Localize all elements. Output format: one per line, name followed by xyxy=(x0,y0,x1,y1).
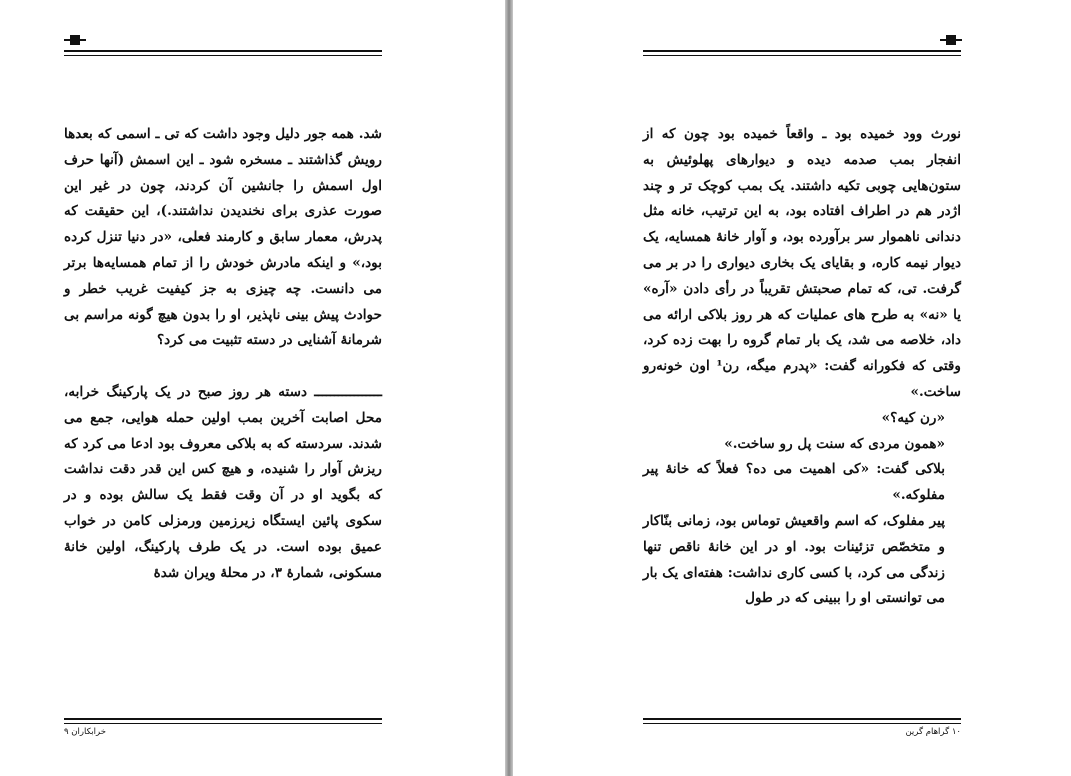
left-text-block xyxy=(64,122,382,586)
paragraph: نورث وود خمیده بود ـ واقعاً خمیده بود چون که از انفجار بمب صدمه دیده و دیوارهای پهلوئیش به ستون‌هایی چوبی تکیه داشتند. یک بمب کوچک تر و چند اژدر هم در اطراف افتاده بود، به این ترتیب، خانه مثل دندانی ناهموار سر برآورده بود، و آوار خانهٔ همسایه، یک دیوار نیمه کاره، و بقایای یک بخاری دیواری را در بر می گرفت. تی، که تمام صحبتش تقریباً در رأی دادن «آره» یا «نه» به طرح های عملیات که هر روز بلاکی ارائه می داد، خلاصه می شد، یک بار تمام گروه را بهت زده کرد، وقتی که فکورانه گفت: «پدرم میگه، رن¹ اون خونه‌رو ساخت.» xyxy=(643,126,961,400)
footer-rule xyxy=(64,723,382,724)
left-page xyxy=(0,0,505,776)
paragraph: «رن کیه؟» xyxy=(881,409,945,426)
page-footer: خرابکاران ۹ xyxy=(64,727,106,737)
right-text-block xyxy=(643,122,961,612)
header-rule xyxy=(64,50,382,52)
footer-rule xyxy=(643,723,961,724)
paragraph: بلاکی گفت: «کی اهمیت می ده؟ فعلاً که خانهٔ پیر مفلوکه.» xyxy=(643,461,945,504)
paragraph: «همون مردی که سنت پل رو ساخت.» xyxy=(724,435,945,452)
paragraph: شد. همه جور دلیل وجود داشت که تی ـ اسمی که بعدها رویش گذاشتند ـ مسخره شود ـ این اسمش (آنها حرف اول اسمش را جانشین آن کردند، چون در غیر این صورت عذری برای نخندیدن نداشتند.)، این حقیقت که پدرش، معمار سابق و کارمند فعلی، «در دنیا تنزل کرده بود،» و اینکه مادرش خودش را از تمام همسایه‌ها برتر می دانست. چه چیزی به جز کیفیت غریب خطر و حوادث پیش بینی ناپذیر، او را بدون هیچ گونه مراسم بی شرمانهٔ آشنایی در دسته تثبیت می کرد؟ xyxy=(64,126,382,349)
footer-rule xyxy=(643,718,961,720)
ornament-icon xyxy=(64,33,86,47)
header-rule xyxy=(64,55,382,56)
page-footer: ۱۰ گراهام گرین xyxy=(905,727,961,737)
header-rule xyxy=(643,55,961,56)
right-page xyxy=(513,0,1071,776)
book-gutter xyxy=(505,0,513,776)
paragraph: پیر مفلوک، که اسم واقعیش توماس بود، زمانی بنّاکار و متخصّص تزئینات بود. او در این خانهٔ ناقص تنها زندگی می کرد، با کسی کاری نداشت: هفته‌ای یک بار می توانستی او را ببینی که در طول xyxy=(643,512,945,607)
footer-rule xyxy=(64,718,382,720)
ornament-icon xyxy=(940,33,962,47)
paragraph: ـــــــــــــــــ دسته هر روز صبح در یک پارکینگ خرابه، محل اصابت آخرین بمب اولین حمله هوایی، جمع می شدند. سردسته که به بلاکی معروف بود ادعا می کرد که ریزش آوار را شنیده، و هیچ کس این قدر دقت نداشت که بگوید او در آن وقت فقط یک سالش بوده و در سکوی پائین ایستگاه زیرزمین ورمزلی کامن در خواب عمیق بوده است. در یک طرف پارکینگ، اولین خانهٔ مسکونی، شمارهٔ ۳، در محلهٔ ویران شدهٔ xyxy=(64,383,382,581)
header-rule xyxy=(643,50,961,52)
